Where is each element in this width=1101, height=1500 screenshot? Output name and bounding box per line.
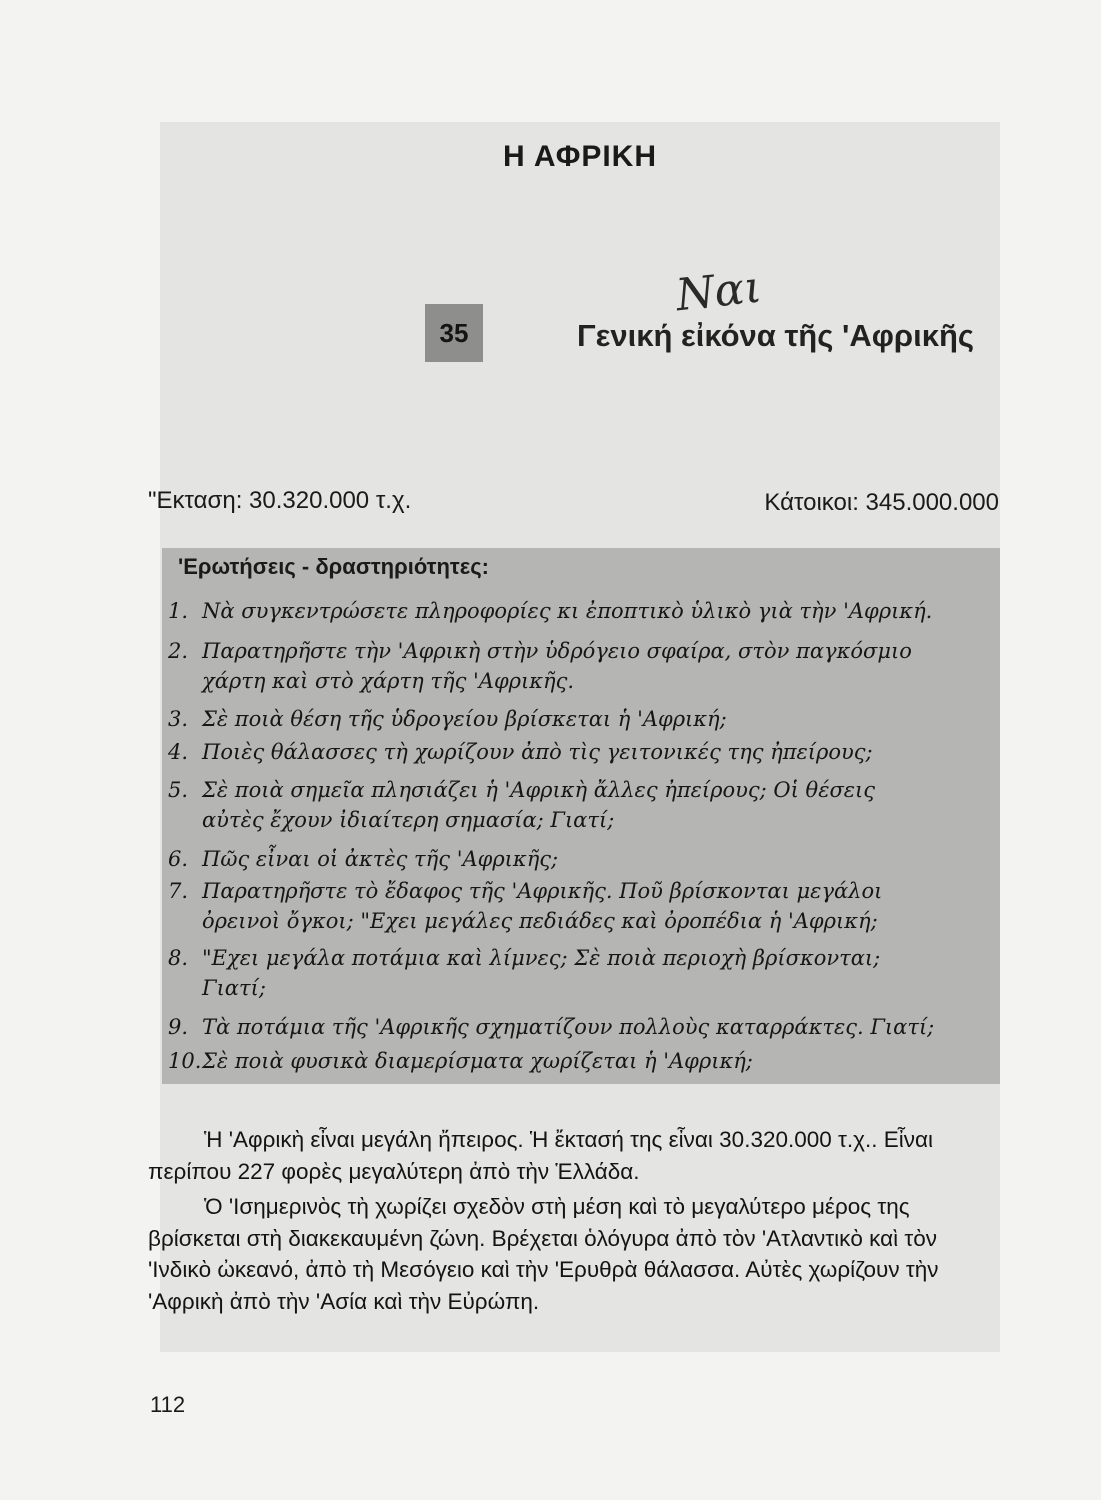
chapter-title: Η ΑΦΡΙΚΗ [502,140,658,173]
area-fact: "Εκταση: 30.320.000 τ.χ. [148,487,412,514]
question-item: 10.Σὲ ποιὰ φυσικὰ διαμερίσματα χωρίζεται ἡ 'Αφρική; [168,1049,753,1073]
handwritten-note: Ναι [673,261,764,322]
question-item: 7. Παρατηρῆστε τὸ ἔδαφος τῆς 'Αφρικῆς. Ποῦ βρίσκονται μεγάλοι ὀρεινοὶ ὄγκοι; "Εχει μεγάλες πεδιάδες καὶ ὀροπέδια ἡ 'Αφρική; [168,879,883,933]
question-item: 4. Ποιὲς θάλασσες τὴ χωρίζουν ἀπὸ τὶς γειτονικές της ἠπείρους; [168,740,873,764]
population-fact: Κάτοικοι: 345.000.000 [764,489,999,516]
question-item: 1. Νὰ συγκεντρώσετε πληροφορίες κι ἐποπτικὸ ὑλικὸ γιὰ τὴν 'Αφρική. [168,599,933,623]
question-item: 2. Παρατηρῆστε τὴν 'Αφρικὴ στὴν ὑδρόγειο σφαίρα, στὸν παγκόσμιο χάρτη καὶ στὸ χάρτη τῆς 'Αφρικῆς. [168,639,912,693]
question-item: 9. Τὰ ποτάμια τῆς 'Αφρικῆς σχηματίζουν πολλοὺς καταρράκτες. Γιατί; [168,1015,935,1039]
page-number: 112 [150,1392,186,1417]
question-item: 6. Πῶς εἶναι οἱ ἀκτὲς τῆς 'Αφρικῆς; [168,847,559,871]
body-paragraph: Ἡ 'Αφρικὴ εἶναι μεγάλη ἤπειρος. Ἡ ἔκτασή της εἶναι 30.320.000 τ.χ.. Εἶναι περίπου 227 φορὲς μεγαλύτερη ἀπὸ τὴν Ἑλλάδα. [148,1127,933,1184]
question-item: 3. Σὲ ποιὰ θέση τῆς ὑδρογείου βρίσκεται ἡ 'Αφρική; [168,707,727,731]
questions-heading: 'Ερωτήσεις - δραστηριότητες: [178,554,489,579]
body-paragraph: Ὁ 'Ισημερινὸς τὴ χωρίζει σχεδὸν στὴ μέση καὶ τὸ μεγαλύτερο μέρος της βρίσκεται στὴ διακεκαυμένη ζώνη. Βρέχεται ὁλόγυρα ἀπὸ τὸν 'Ατλαντικὸ καὶ τὸν 'Ινδικὸ ὠκεανό, ἀπὸ τὴ Μεσόγειο καὶ τὴν 'Ερυθρὰ θάλασσα. Αὐτὲς χωρίζουν τὴν 'Αφρικὴ ἀπὸ τὴν 'Ασία καὶ τὴν Εὐρώπη. [148,1194,939,1314]
question-item: 5. Σὲ ποιὰ σημεῖα πλησιάζει ἡ 'Αφρικὴ ἄλλες ἠπείρους; Οἱ θέσεις αὐτὲς ἔχουν ἰδιαίτερη σημασία; Γιατί; [168,778,876,832]
lesson-title: Γενική εἰκόνα τῆς 'Αφρικῆς [577,318,975,353]
question-item: 8. "Εχει μεγάλα ποτάμια καὶ λίμνες; Σὲ ποιὰ περιοχὴ βρίσκονται; Γιατί; [168,946,881,1000]
lesson-number-badge: 35 [425,304,483,362]
